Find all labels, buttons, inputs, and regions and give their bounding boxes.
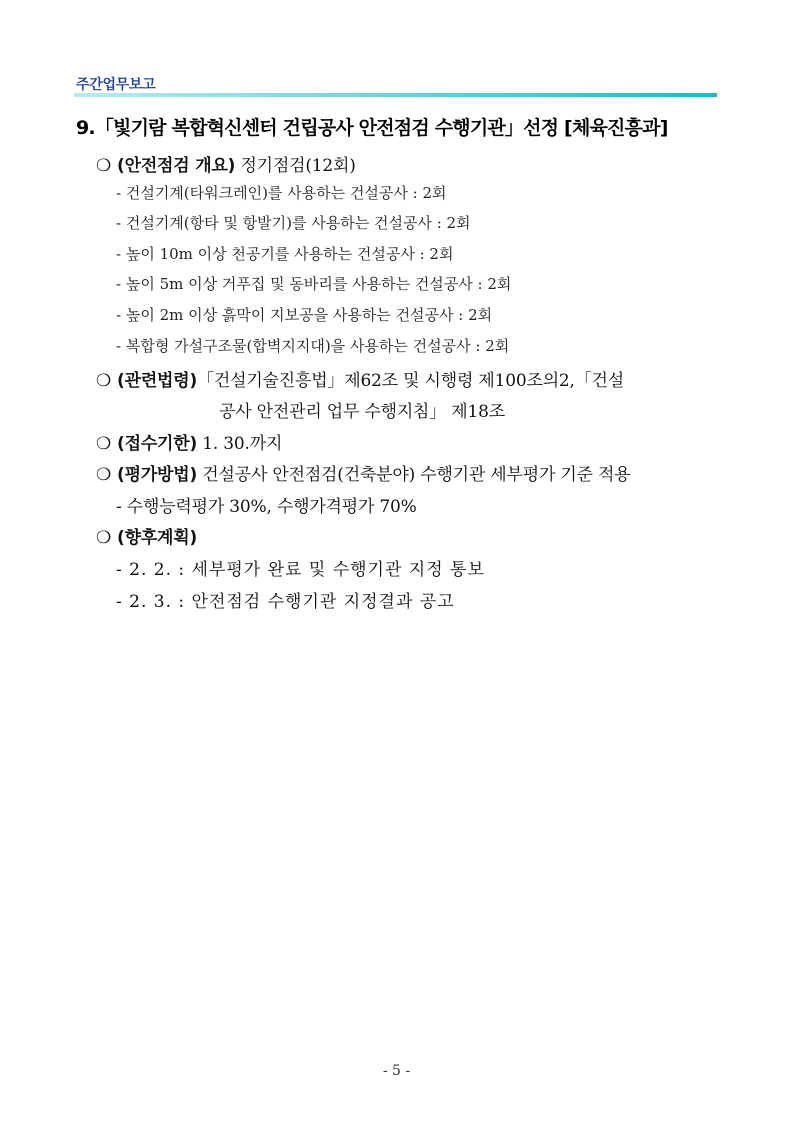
overview-item: - 건설기계(타워크레인)를 사용하는 건설공사 : 2회: [116, 184, 447, 202]
deadline-label: (접수기한): [117, 434, 198, 454]
evaluation-detail: - 수행능력평가 30%, 수행가격평가 70%: [116, 497, 417, 517]
section-title: 9.「빛기람 복합혁신센터 건립공사 안전점검 수행기관」선정 [체육진흥과]: [76, 117, 668, 139]
law-label: (관련법령): [117, 371, 198, 391]
law-text-line2: 공사 안전관리 업무 수행지침」 제18조: [219, 402, 505, 422]
header-divider: [74, 93, 717, 97]
circle-bullet-icon: ❍: [96, 434, 112, 454]
law-heading: [96, 366, 624, 391]
law-text-line1: 「건설기술진흥법」제62조 및 시행령 제100조의2,「건설: [197, 371, 624, 391]
circle-bullet-icon: ❍: [96, 156, 112, 176]
plan-item: - 2. 3. : 안전점검 수행기관 지정결과 공고: [116, 592, 455, 612]
plan-item: - 2. 2. : 세부평가 완료 및 수행기관 지정 통보: [116, 560, 485, 580]
overview-item: - 복합형 가설구조물(합벽지지대)을 사용하는 건설공사 : 2회: [116, 337, 510, 355]
deadline-heading: [96, 429, 282, 454]
overview-item: - 높이 10m 이상 천공기를 사용하는 건설공사 : 2회: [116, 245, 454, 263]
plan-label: (향후계획): [117, 528, 198, 548]
overview-item: - 건설기계(항타 및 항발기)를 사용하는 건설공사 : 2회: [116, 214, 471, 232]
page-number: - 5 -: [382, 1063, 411, 1079]
circle-bullet-icon: ❍: [96, 465, 112, 485]
overview-heading: [96, 151, 356, 176]
circle-bullet-icon: ❍: [96, 528, 112, 548]
evaluation-text: 건설공사 안전점검(건축분야) 수행기관 세부평가 기준 적용: [197, 465, 631, 485]
evaluation-label: (평가방법): [117, 465, 198, 485]
deadline-text: 1. 30.까지: [197, 434, 283, 454]
evaluation-heading: [96, 460, 631, 485]
report-header-label: 주간업무보고: [76, 77, 156, 93]
plan-heading: [96, 523, 197, 548]
overview-item: - 높이 2m 이상 흙막이 지보공을 사용하는 건설공사 : 2회: [116, 306, 493, 324]
circle-bullet-icon: ❍: [96, 371, 112, 391]
overview-text: 정기점검(12회): [235, 156, 356, 176]
overview-item: - 높이 5m 이상 거푸집 및 동바리를 사용하는 건설공사 : 2회: [116, 275, 512, 293]
overview-label: (안전점검 개요): [117, 156, 236, 176]
